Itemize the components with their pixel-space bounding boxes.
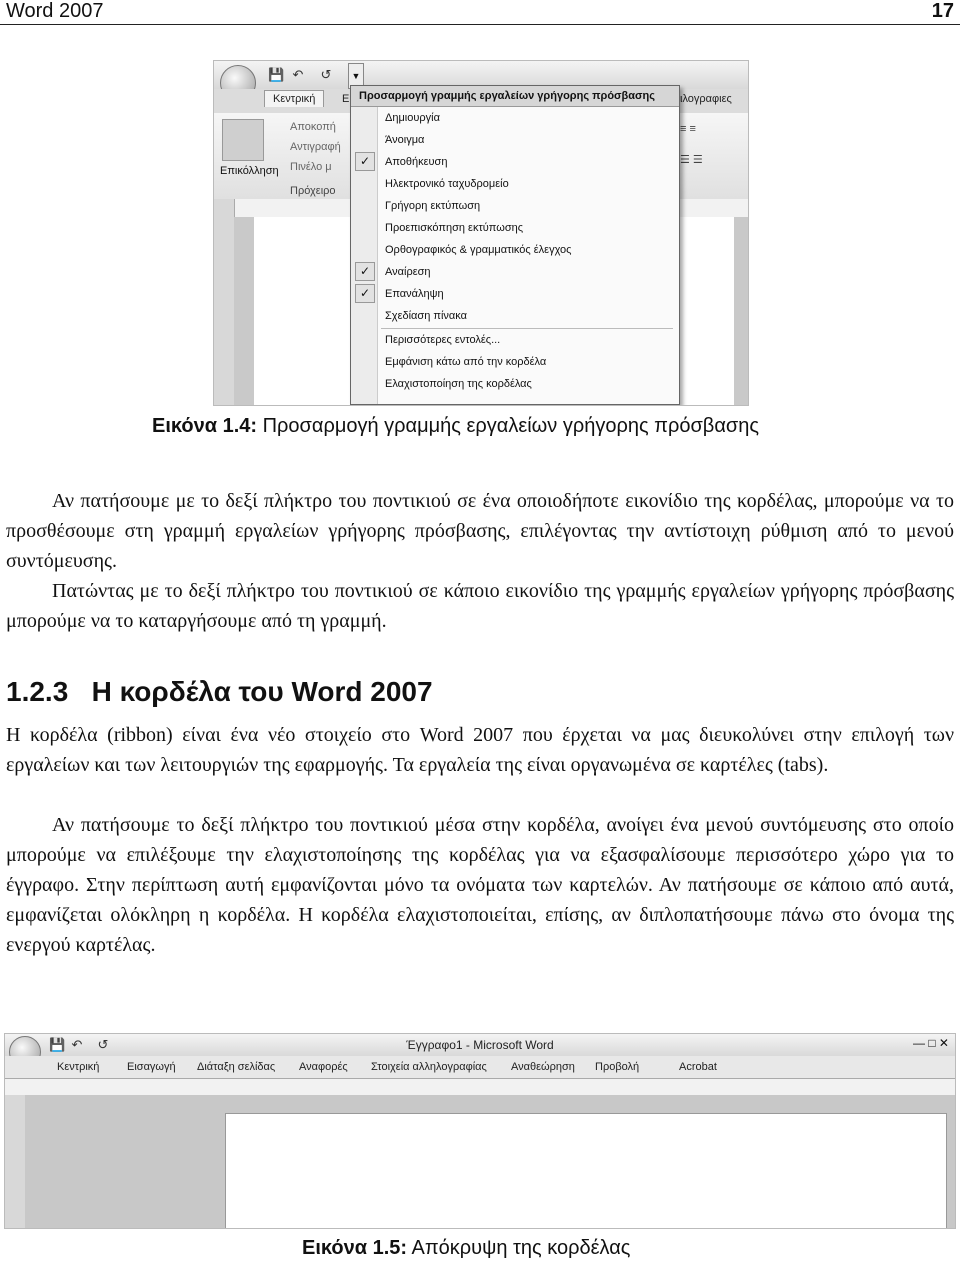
menu-item-minimize-ribbon[interactable]: Ελαχιστοποίηση της κορδέλας (385, 378, 532, 390)
clipboard-group-label: Πρόχειρο (290, 185, 336, 197)
menu-separator (381, 328, 673, 329)
window-title: Έγγραφο1 - Microsoft Word (406, 1038, 554, 1052)
menu-item-spelling[interactable]: Ορθογραφικός & γραμματικός έλεγχος (385, 244, 572, 256)
tab-mailings[interactable]: ιλογραφιες (680, 93, 732, 105)
undo-icon[interactable]: ↶ (292, 67, 304, 82)
redo-icon[interactable]: ↺ (97, 1037, 109, 1052)
tab-home[interactable]: Κεντρική (264, 90, 324, 107)
tab-insert[interactable]: Ε (342, 93, 350, 105)
tab-view[interactable]: Προβολή (595, 1061, 640, 1073)
copy-button[interactable]: Αντιγραφή (290, 141, 341, 153)
figure-caption-1-5 (302, 1237, 630, 1260)
paragraph-4: Αν πατήσουμε το δεξί πλήκτρο του ποντικιού μέσα στην κορδέλα, ανοίγει ένα μενού συντόμευσης στο οποίο μπορούμε να επιλέξουμε την ελαχιστοποίησης της κορδέλας για να εξασφαλίσουμε περισσότερο χώρο για το έγγραφο. Στην περίπτωση αυτή εμφανίζονται μόνο τα ονόματα των καρτελών. Αν πατήσουμε σε κάποιο από αυτά, εμφανίζεται ολόκληρη η κορδέλα. Η κορδέλα ελαχιστοποιείται, επίσης, αν διπλοπατήσουμε πάνω στο όνομα της ενεργού καρτέλας. (6, 814, 954, 956)
caption-label: Εικόνα 1.4: (152, 415, 258, 437)
paragraph-1: Αν πατήσουμε με το δεξί πλήκτρο του ποντικιού σε ένα οποιοδήποτε εικονίδιο της κορδέλας, μπορούμε να το προσθέσουμε στη γραμμή εργαλείων γρήγορης πρόσβασης, επιλέγοντας την αντίστοιχη ρύθμιση από το μενού συντόμευσης. (6, 490, 954, 572)
vertical-ruler[interactable] (5, 1095, 26, 1228)
running-header (0, 0, 960, 26)
vertical-ruler[interactable] (214, 199, 235, 405)
menu-item-quick-print[interactable]: Γρήγορη εκτύπωση (385, 200, 481, 212)
menu-item-show-below-ribbon[interactable]: Εμφάνιση κάτω από την κορδέλα (385, 356, 547, 368)
tab-references[interactable]: Αναφορές (299, 1061, 348, 1073)
check-icon: ✓ (355, 262, 375, 281)
quick-access-toolbar (5, 1034, 955, 1056)
caption-text: Προσαρμογή γραμμής εργαλείων γρήγορης πρόσβασης (257, 415, 759, 437)
tab-home[interactable]: Κεντρική (57, 1061, 100, 1073)
header-rule (0, 24, 960, 25)
paragraph-3: Η κορδέλα (ribbon) είναι ένα νέο στοιχείο στο Word 2007 που έρχεται να μας διευκολύνει στην επιλογή των εργαλείων και των λειτουργιών της εφαρμογής. Τα εργαλεία της είναι οργανωμένα σε καρτέλες (tabs). (6, 724, 954, 776)
menu-item-print-preview[interactable]: Προεπισκόπηση εκτύπωσης (385, 222, 524, 234)
horizontal-ruler[interactable] (5, 1079, 955, 1096)
paragraph-2: Πατώντας με το δεξί πλήκτρο του ποντικιού σε κάποιο εικονίδιο της γραμμής εργαλείων γρήγορης πρόσβασης μπορούμε να το καταργήσουμε από τη γραμμή. (6, 580, 954, 632)
caption-label: Εικόνα 1.5: (302, 1237, 408, 1259)
check-icon: ✓ (355, 284, 375, 303)
book-title: Word 2007 (6, 0, 104, 22)
save-icon[interactable]: 💾 (268, 67, 285, 82)
tab-acrobat[interactable]: Acrobat (679, 1061, 717, 1073)
bullets-icon[interactable]: ≡ ≡ (680, 123, 696, 135)
menu-item-draw-table[interactable]: Σχεδίαση πίνακα (385, 310, 467, 322)
menu-title: Προσαρμογή γραμμής εργαλείων γρήγορης πρόσβασης (351, 86, 679, 107)
check-icon: ✓ (355, 152, 375, 171)
figure-minimized-ribbon (4, 1033, 956, 1229)
tab-page-layout[interactable]: Διάταξη σελίδας (197, 1061, 276, 1073)
qat-dropdown-button[interactable]: ▼ (348, 63, 364, 89)
save-icon[interactable]: 💾 (49, 1037, 66, 1052)
qat-customize-menu (350, 85, 680, 405)
menu-item-more-commands[interactable]: Περισσότερες εντολές... (385, 334, 501, 346)
menu-item-undo[interactable]: Αναίρεση (385, 266, 431, 278)
figure-qat-customize (213, 60, 749, 406)
caption-text: Απόκρυψη της κορδέλας (407, 1237, 631, 1259)
paste-button[interactable]: Επικόλληση (220, 165, 279, 177)
document-page[interactable] (225, 1113, 947, 1229)
redo-icon[interactable]: ↺ (320, 67, 332, 82)
section-heading: 1.2.3 Η κορδέλα του Word 2007 (6, 676, 433, 707)
window-controls-icon[interactable]: — □ ✕ (913, 1036, 949, 1050)
undo-icon[interactable]: ↶ (71, 1037, 83, 1052)
tab-mailings[interactable]: Στοιχεία αλληλογραφίας (371, 1061, 487, 1073)
figure-caption-1-4 (152, 415, 759, 438)
menu-item-redo[interactable]: Επανάληψη (385, 288, 444, 300)
menu-item-open[interactable]: Άνοιγμα (385, 134, 425, 146)
menu-item-save[interactable]: Αποθήκευση (385, 156, 448, 168)
format-painter-button[interactable]: Πινέλο μ (290, 161, 332, 173)
document-area (25, 1095, 955, 1228)
tab-review[interactable]: Αναθεώρηση (511, 1061, 575, 1073)
paste-icon[interactable] (222, 119, 264, 161)
cut-button[interactable]: Αποκοπή (290, 121, 336, 133)
menu-item-email[interactable]: Ηλεκτρονικό ταχυδρομείο (385, 178, 509, 190)
menu-item-new[interactable]: Δημιουργία (385, 112, 440, 124)
ribbon-tabs-minimized (5, 1056, 955, 1079)
align-icon[interactable]: ☰ ☰ (680, 154, 703, 166)
page-number: 17 (931, 0, 954, 22)
tab-insert[interactable]: Εισαγωγή (127, 1061, 176, 1073)
